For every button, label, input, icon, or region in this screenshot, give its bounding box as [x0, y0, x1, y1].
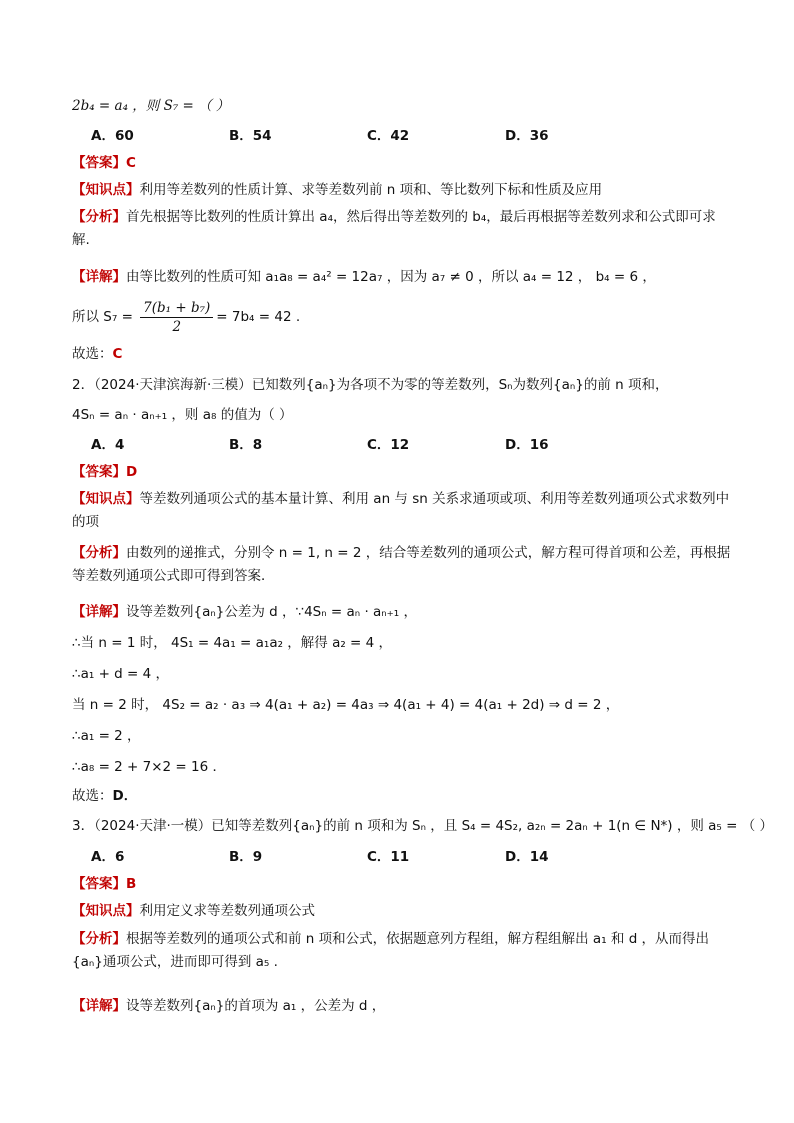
analysis-text: 根据等差数列的通项公式和前 n 项和公式，依据题意列方程组，解方程组解出 a₁ 和 d ，从而得出{aₙ}通项公式，进而即可得到 a₅ .: [72, 931, 710, 970]
p1-option-b: B．54: [229, 128, 272, 144]
p3-analysis: [72, 928, 732, 974]
choice-value: C: [112, 346, 123, 362]
fraction-denominator: 2: [172, 318, 182, 335]
answer-label: 【答案】: [72, 155, 126, 171]
p1-detail: [72, 266, 732, 288]
p2-question-line2: 4Sₙ = aₙ · aₙ₊₁ ，则 a₈ 的值为（ ）: [72, 407, 293, 423]
kp-text: 利用定义求等差数列通项公式: [139, 903, 315, 919]
p1-option-c: C．42: [367, 128, 410, 144]
detail-label: 【详解】: [72, 269, 126, 285]
p3-answer: [72, 873, 732, 895]
p1-option-a: A．60: [91, 128, 134, 144]
analysis-label: 【分析】: [72, 209, 126, 225]
p2-step-4: ∴a₁ = 2 ，: [72, 728, 141, 744]
detail-text: 由等比数列的性质可知 a₁a₈ = a₄² = 12a₇ ，因为 a₇ ≠ 0 ，所以 a₄ = 12 ， b₄ = 6 ，: [126, 269, 656, 285]
sum-suffix: = 7b₄ = 42 .: [216, 309, 301, 325]
fraction-numerator: 7(b₁ + b₇): [140, 299, 213, 318]
p2-question-line1: 2．（2024·天津滨海新·三模）已知数列{aₙ}为各项不为零的等差数列，Sₙ为数列{aₙ}的前 n 项和，: [72, 377, 669, 393]
p3-question: 3．（2024·天津·一模）已知等差数列{aₙ}的前 n 项和为 Sₙ ，且 S₄ = 4S₂, a₂ₙ = 2aₙ + 1(n ∈ N*) ，则 a₅ = （ ）: [72, 818, 774, 834]
kp-label: 【知识点】: [72, 903, 140, 919]
p2-step-5: ∴a₈ = 2 + 7×2 = 16 ．: [72, 759, 227, 775]
p2-step-3: 当 n = 2 时， 4S₂ = a₂ · a₃ ⇒ 4(a₁ + a₂) = 4a₃ ⇒ 4(a₁ + 4) = 4(a₁ + 2d) ⇒ d = 2 ，: [72, 697, 620, 713]
detail-label: 【详解】: [72, 998, 126, 1014]
p3-option-b: B．9: [229, 849, 263, 865]
p2-option-b: B．8: [229, 437, 263, 453]
p1-analysis: [72, 206, 732, 252]
sum-fraction: [140, 299, 213, 336]
answer-value: B: [126, 876, 137, 892]
p2-answer: [72, 461, 732, 483]
p3-option-c: C．11: [367, 849, 410, 865]
p2-option-c: C．12: [367, 437, 410, 453]
kp-label: 【知识点】: [72, 491, 140, 507]
analysis-label: 【分析】: [72, 931, 126, 947]
p3-knowledge-point: [72, 900, 732, 922]
choice-label: 故选：: [72, 788, 113, 804]
answer-value: D: [126, 464, 138, 480]
p2-step-1: ∴当 n = 1 时， 4S₁ = 4a₁ = a₁a₂ ，解得 a₂ = 4 ，: [72, 635, 393, 651]
p2-knowledge-point: [72, 488, 732, 534]
answer-label: 【答案】: [72, 876, 126, 892]
sum-prefix: 所以 S₇ =: [72, 309, 138, 325]
detail-text: 设等差数列{aₙ}公差为 d ，∵4Sₙ = aₙ · aₙ₊₁ ，: [126, 604, 418, 620]
choice-label: 故选：: [72, 346, 113, 362]
choice-value: D．: [112, 788, 138, 804]
p1-question-tail: 2b₄ = a₄ ，则 S₇ = （ ）: [72, 98, 230, 114]
analysis-text: 首先根据等比数列的性质计算出 a₄，然后得出等差数列的 b₄，最后再根据等差数列求和公式即可求解.: [72, 209, 716, 248]
answer-label: 【答案】: [72, 464, 126, 480]
p2-analysis: [72, 542, 732, 588]
detail-text: 设等差数列{aₙ}的首项为 a₁ ，公差为 d ，: [126, 998, 386, 1014]
p3-option-d: D．14: [505, 849, 549, 865]
p2-option-d: D．16: [505, 437, 549, 453]
analysis-text: 由数列的递推式，分别令 n = 1, n = 2 ，结合等差数列的通项公式，解方程可得首项和公差，再根据等差数列通项公式即可得到答案．: [72, 545, 731, 584]
p1-option-d: D．36: [505, 128, 549, 144]
p3-detail: [72, 995, 732, 1017]
answer-value: C: [126, 155, 136, 171]
p2-choice: [72, 785, 732, 807]
p2-option-a: A．4: [91, 437, 125, 453]
p1-knowledge-point: [72, 179, 732, 201]
detail-label: 【详解】: [72, 604, 126, 620]
p3-option-a: A．6: [91, 849, 125, 865]
kp-text: 利用等差数列的性质计算、求等差数列前 n 项和、等比数列下标和性质及应用: [139, 182, 603, 198]
analysis-label: 【分析】: [72, 545, 126, 561]
p2-detail: [72, 601, 732, 623]
p2-step-2: ∴a₁ + d = 4 ，: [72, 666, 170, 682]
kp-label: 【知识点】: [72, 182, 140, 198]
p1-answer: [72, 152, 732, 174]
kp-text: 等差数列通项公式的基本量计算、利用 an 与 sn 关系求通项或项、利用等差数列通项公式求数列中的项: [72, 491, 730, 530]
p1-choice: [72, 343, 732, 365]
p1-sum-formula: [72, 298, 732, 338]
